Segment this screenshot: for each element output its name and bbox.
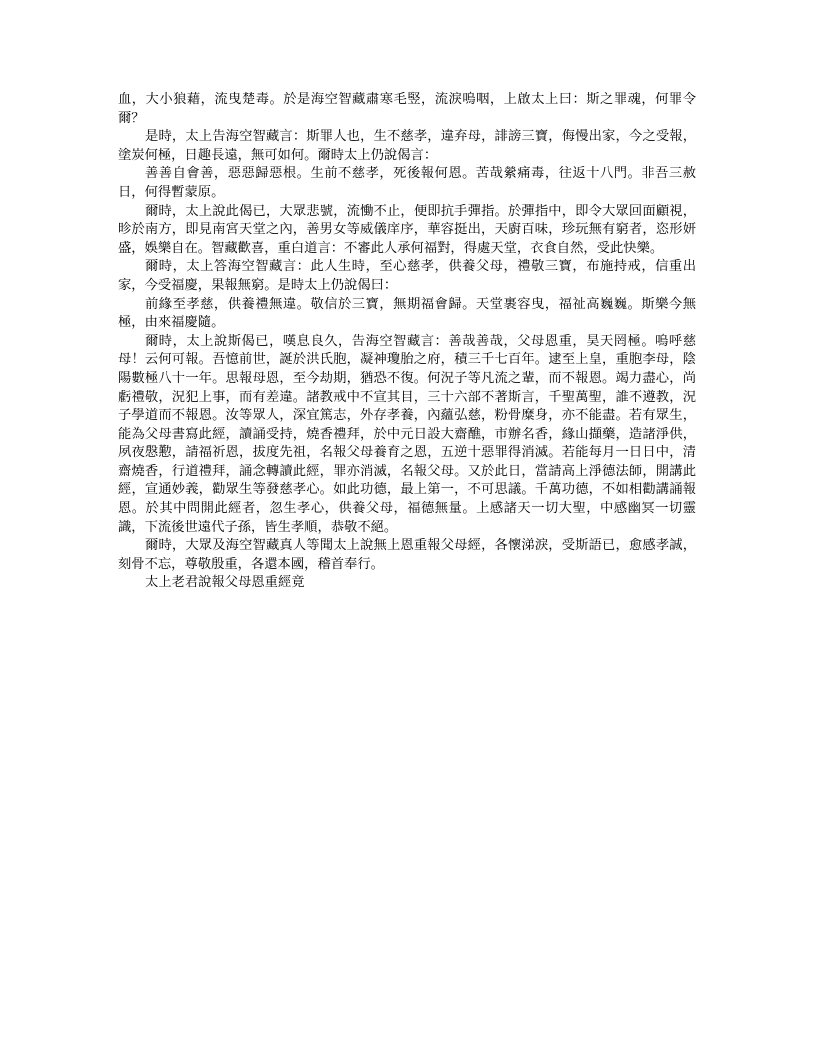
paragraph-4: 爾時，太上答海空智藏言：此人生時，至心慈孝，供養父母，禮敬三寶，布施持戒，信重出家，今受福慶，果報無窮。是時太上仍說偈曰： (118, 259, 696, 293)
document-page (118, 91, 696, 593)
paragraph-5: 爾時，太上說斯偈已，嘆息良久，告海空智藏言：善哉善哉，父母恩重，昊天罔極。嗚呼慈母！云何可報。吾憶前世，誕於洪氏胞，凝神瓊胎之府，積三千七百年。逮至上皇，重胞李母，陰陽數極八十一年。思報母恩，至今劫期，猶恐不復。何況子等凡流之輩，而不報恩。竭力盡心，尚虧禮敬，況犯上事，而有差違。諸教戒中不宣其目，三十六部不著斯言，千聖萬聖，誰不遵教，況子學道而不報恩。汝等眾人，深宜篤志，外存孝養，內蘊弘慈，粉骨糜身，亦不能盡。若有眾生，能為父母書寫此經，讀誦受持，燒香禮拜，於中元日設大齋醮，市辦名香，緣山擷藥，造諸淨供，夙夜慇懃，請福祈恩，拔度先祖，名報父母養育之恩，五逆十惡罪得消滅。若能每月一日日中，清齋燒香，行道禮拜，誦念轉讀此經，罪亦消滅，名報父母。又於此日，當請高上淨德法師，開講此經，宣通妙義，勸眾生等發慈孝心。如此功德，最上第一，不可思議。千萬功德，不如相勸講誦報恩。於其中問開此經者，忽生孝心，供養父母，福德無量。上感諸天一切大聖，中感幽冥一切靈識，下流後世遠代子孫，皆生孝順，恭敬不絕。 (118, 333, 696, 535)
paragraph-6: 爾時，大眾及海空智藏真人等聞太上說無上恩重報父母經，各懷涕淚，受斯語已，愈感孝誠，刻骨不忘，尊敬殷重，各還本國，稽首奉行。 (118, 538, 696, 572)
paragraph-2: 是時，太上告海空智藏言：斯罪人也，生不慈孝，違弃母，誹謗三寶，侮慢出家，今之受報，塗炭何極，日趣長遠，無可如何。爾時太上仍說偈言： (118, 129, 696, 163)
verse-2: 前緣至孝慈，供養禮無違。敬信於三寶，無期福會歸。天堂裹容曳，福祉高巍巍。斯樂今無極，由來福慶隨。 (118, 296, 696, 331)
paragraph-1: 血，大小狼藉，流曳楚毒。於是海空智藏肅寒毛竪，流淚嗚咽，上啟太上曰：斯之罪魂，何罪令爾？ (118, 92, 696, 126)
closing-title: 太上老君說報父母恩重經竟 (145, 575, 305, 591)
paragraph-3: 爾時，太上說此偈已，大眾悲號，流慟不止，便即抗手彈指。於彈指中，即令大眾回面顧視，昣於南方，即見南宮天堂之內，善男女等威儀庠序，華容挺出，天廚百味，珍玩無有窮者，恣形妍盛，娛樂自在。智藏歡喜，重白道言：不審此人承何福對，得處天堂，衣食自然，受此快樂。 (118, 203, 696, 256)
verse-1: 善善自會善，惡惡歸惡根。生前不慈孝，死後報何恩。苦哉縈痛毒，往返十八門。非吾三赦日，何得暫蒙原。 (118, 166, 696, 200)
